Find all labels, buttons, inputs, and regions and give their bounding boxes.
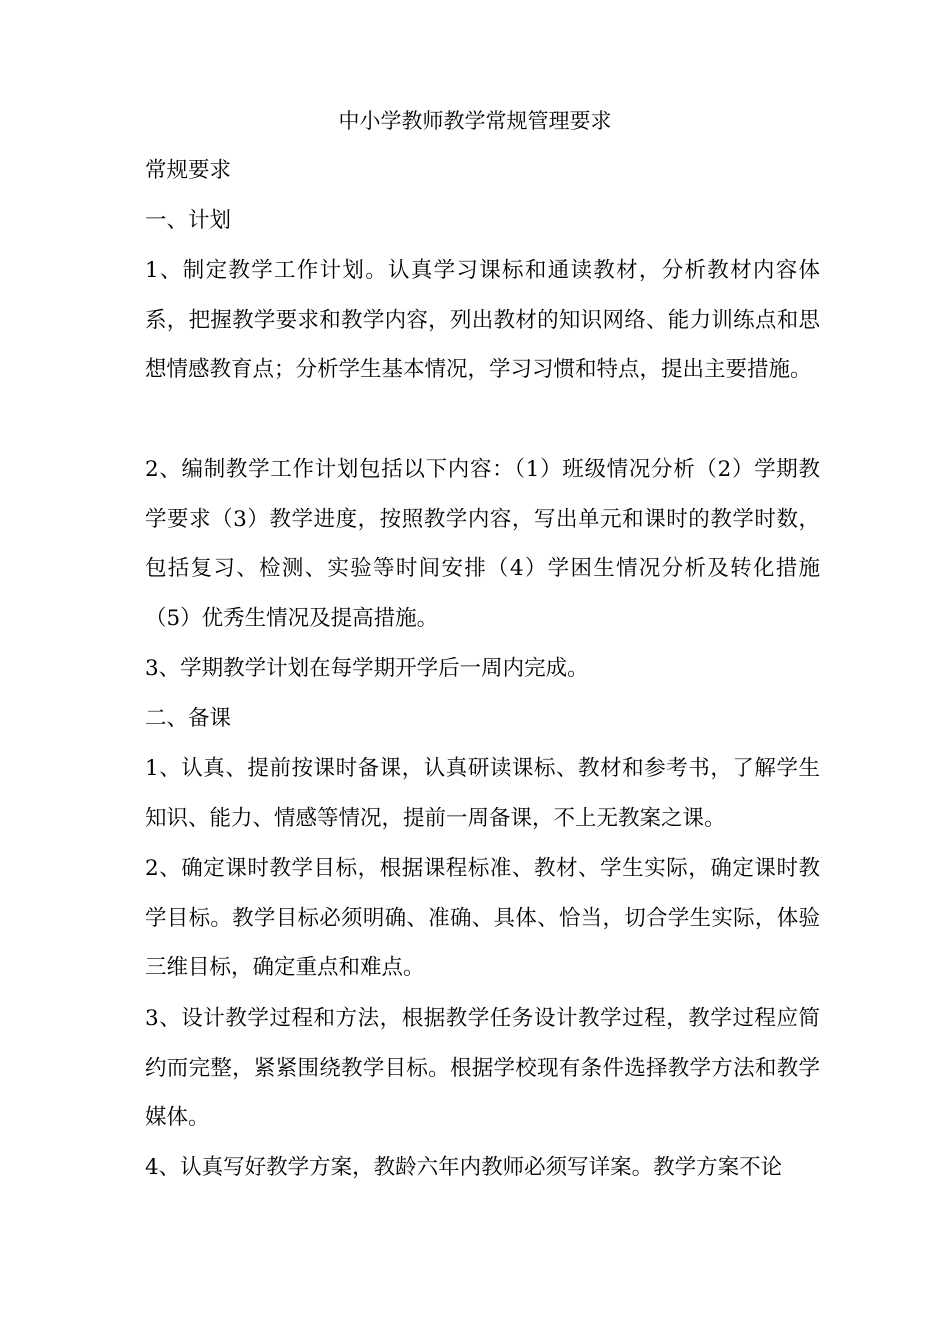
plan-item-2: 2、编制教学工作计划包括以下内容：（1）班级情况分析（2）学期教学要求（3）教学进度，按照教学内容，写出单元和课时的教学时数，包括复习、检测、实验等时间安排（4）学困生情况分析及转化措施（5）优秀生情况及提高措施。 bbox=[145, 457, 820, 631]
heading-plan: 一、计划 bbox=[145, 208, 232, 233]
prep-item-2: 2、确定课时教学目标，根据课程标准、教材、学生实际，确定课时教学目标。教学目标必须明确、准确、具体、恰当，切合学生实际，体验三维目标，确定重点和难点。 bbox=[145, 856, 820, 981]
prep-item-3: 3、设计教学过程和方法，根据教学任务设计教学过程，教学过程应简约而完整，紧紧围绕教学目标。根据学校现有条件选择教学方法和教学媒体。 bbox=[145, 1006, 820, 1131]
document-title: 中小学教师教学常规管理要求 bbox=[338, 109, 612, 133]
heading-preparation: 二、备课 bbox=[145, 706, 232, 731]
plan-item-1: 1、制定教学工作计划。认真学习课标和通读教材，分析教材内容体系，把握教学要求和教学内容，列出教材的知识网络、能力训练点和思想情感教育点；分析学生基本情况，学习习惯和特点，提出主要措施。 bbox=[145, 258, 820, 383]
prep-item-1: 1、认真、提前按课时备课，认真研读课标、教材和参考书，了解学生知识、能力、情感等情况，提前一周备课，不上无教案之课。 bbox=[145, 756, 820, 831]
section-label: 常规要求 bbox=[145, 158, 232, 183]
prep-item-4: 4、认真写好教学方案，教龄六年内教师必须写详案。教学方案不论 bbox=[145, 1155, 783, 1180]
plan-item-3: 3、学期教学计划在每学期开学后一周内完成。 bbox=[145, 656, 589, 681]
